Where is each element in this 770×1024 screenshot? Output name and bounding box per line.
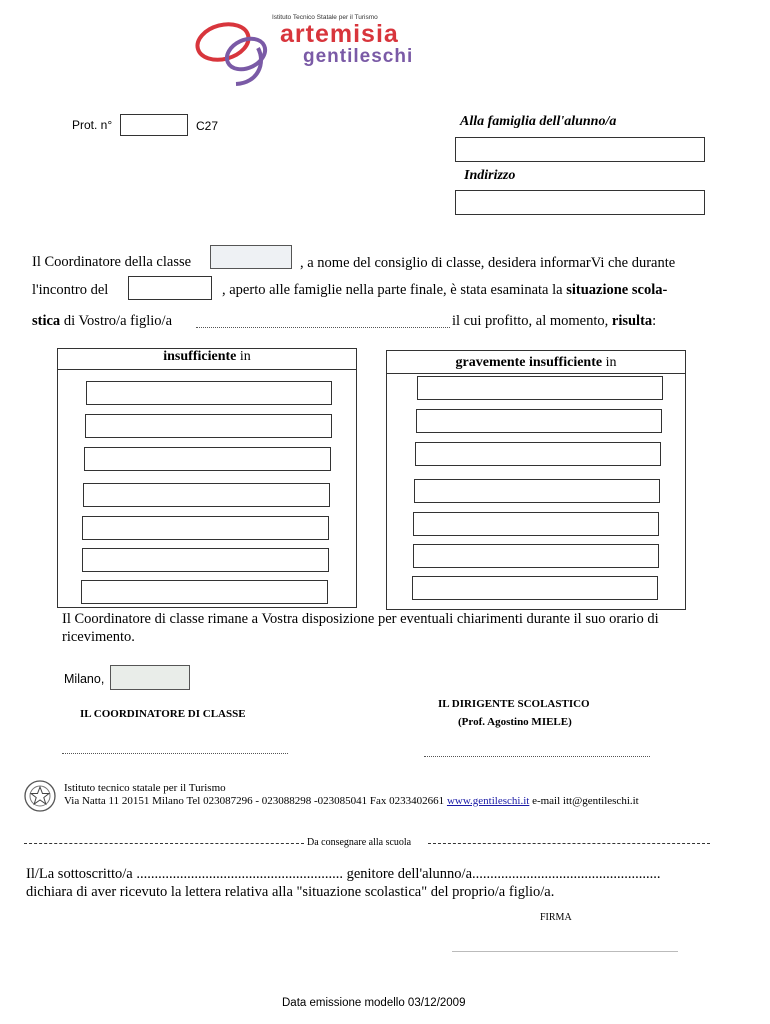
principal-title: IL DIRIGENTE SCOLASTICO <box>438 698 590 710</box>
body-line3-end: il cui profitto, al momento, risulta: <box>452 313 657 329</box>
logo-word-gentileschi: gentileschi <box>303 46 414 67</box>
school-logo <box>188 8 458 90</box>
insufficient-subject-field[interactable] <box>81 580 328 604</box>
body-line1-start: Il Coordinatore della classe <box>32 254 192 270</box>
address-label: Indirizzo <box>464 168 516 183</box>
firma-label: FIRMA <box>540 912 572 923</box>
principal-name: (Prof. Agostino MIELE) <box>458 716 572 728</box>
tear-off-label: Da consegnare alla scuola <box>307 837 412 848</box>
insufficient-subject-field[interactable] <box>82 516 329 540</box>
student-name-line[interactable] <box>196 327 450 328</box>
prot-code: C27 <box>196 119 219 133</box>
closing-line2: ricevimento. <box>62 629 135 645</box>
republic-emblem-icon <box>22 778 58 814</box>
insufficient-subject-field[interactable] <box>84 447 331 471</box>
insufficient-header: insufficiente in <box>58 349 356 370</box>
grave-subject-field[interactable] <box>412 576 658 600</box>
tear-off-divider <box>24 836 710 850</box>
footer-institute: Istituto tecnico statale per il Turismo <box>64 782 226 794</box>
parent-signature-line[interactable] <box>452 951 678 952</box>
closing-line1: Il Coordinatore di classe rimane a Vostra disposizione per eventuali chiarimenti durante il suo orario di <box>62 611 659 627</box>
grave-subject-field[interactable] <box>416 409 662 433</box>
insufficient-subject-field[interactable] <box>86 381 332 405</box>
grave-subject-field[interactable] <box>413 544 659 568</box>
class-field[interactable] <box>210 245 292 269</box>
insufficient-subject-field[interactable] <box>83 483 330 507</box>
principal-signature-line[interactable] <box>424 756 650 757</box>
date-field[interactable] <box>110 665 190 690</box>
grave-insufficient-header: gravemente insufficiente in <box>387 351 685 374</box>
prot-number-field[interactable] <box>120 114 188 136</box>
receipt-line2: dichiara di aver ricevuto la lettera relativa alla "situazione scolastica" del proprio/a figlio/a. <box>26 884 555 900</box>
logo-word-artemisia: artemisia <box>280 20 399 48</box>
grave-subject-field[interactable] <box>414 479 660 503</box>
coordinator-signature-line[interactable] <box>62 753 288 754</box>
family-label: Alla famiglia dell'alunno/a <box>460 114 617 129</box>
website-link[interactable]: www.gentileschi.it <box>446 795 530 807</box>
insufficient-subject-field[interactable] <box>82 548 329 572</box>
footer-contacts: Via Natta 11 20151 Milano Tel 023087296 - 023088298 -023085041 Fax 0233402661 www.gentileschi.it e-mail itt@gentileschi.it <box>64 795 639 807</box>
body-line2-end: , aperto alle famiglie nella parte finale, è stata esaminata la situazione scola- <box>222 282 668 298</box>
address-field[interactable] <box>455 190 705 215</box>
institute-small-caption: Istituto Tecnico Statale per il Turismo <box>272 14 378 21</box>
grave-subject-field[interactable] <box>415 442 661 466</box>
prot-label: Prot. n° <box>72 118 113 132</box>
place-label: Milano, <box>64 672 105 686</box>
body-line2-start: l'incontro del <box>32 282 109 298</box>
grave-subject-field[interactable] <box>413 512 659 536</box>
body-line3-start: stica di Vostro/a figlio/a <box>32 313 173 329</box>
grave-subject-field[interactable] <box>417 376 663 400</box>
emission-date: Data emissione modello 03/12/2009 <box>282 997 466 1009</box>
logo-swirl-icon <box>188 8 283 90</box>
receipt-line1: Il/La sottoscritto/a ......................................................... genitore dell'alunno/a.................................................... <box>26 866 661 882</box>
family-field[interactable] <box>455 137 705 162</box>
coordinator-title: IL COORDINATORE DI CLASSE <box>80 708 246 720</box>
meeting-date-field[interactable] <box>128 276 212 300</box>
insufficient-subject-field[interactable] <box>85 414 332 438</box>
body-line1-end: , a nome del consiglio di classe, desidera informarVi che durante <box>300 255 676 271</box>
